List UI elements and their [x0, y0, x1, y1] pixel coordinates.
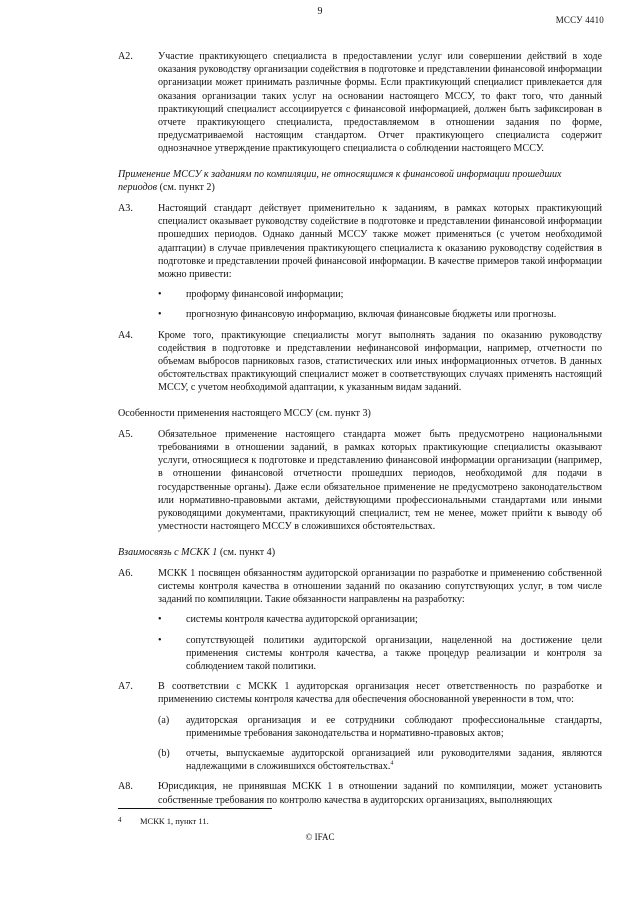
bullet-mark: • — [158, 289, 162, 301]
item-text: системы контроля качества аудиторской организации; — [186, 614, 418, 626]
footnote-divider — [118, 808, 272, 809]
paragraph — [118, 567, 602, 607]
section-heading — [118, 168, 602, 194]
section-heading-text: Особенности применения настоящего МССУ (см. пункт 3) — [118, 407, 371, 419]
paragraph — [118, 50, 602, 156]
footnote-number: 4 — [118, 816, 122, 824]
section-heading-italic: Применение МССУ к заданиям по компиляции, не относящимся к финансовой информации прошедших периодов — [118, 168, 562, 193]
paragraph-text: Участие практикующего специалиста в предоставлении услуг или совершении действий в ходе оказания руководству организации содействия в подготовке и представлении финансовой информации организации может принимать различные формы. Если практикующий специалист привлекается для оказания организации таких услуг на основании настоящего МССУ, то факт того, что данный практикующий специалист ассоциируется с финансовой информацией, должен быть зафиксирован в отчете практикующего специалиста, предоставляемом в отношении задания по форме, предусматриваемой настоящим стандартом. Отчет практикующего специалиста содержит однозначное утверждение практикующего специалиста о соблюдении настоящего МССУ. — [158, 51, 602, 155]
footnote-reference: 4 — [390, 760, 394, 767]
paragraph-text: Настоящий стандарт действует применительно к заданиям, в рамках которых практикующий специалист оказывает руководству содействие в подготовке и представлении финансовой информации прошедших периодов. Однако данный МССУ также может применяться (с учетом необходимой адаптации) в случае привлечения практикующего специалиста к оказанию руководству содействия в подготовке и представлении прочей финансовой информации. В качестве примеров такой информации можно привести: — [158, 203, 602, 281]
standard-code: МССУ 4410 — [555, 15, 604, 25]
item-text: прогнозную финансовую информацию, включая финансовые бюджеты или прогнозы. — [186, 309, 557, 321]
paragraph-number: A5. — [118, 428, 133, 440]
paragraph-number: A2. — [118, 51, 133, 62]
paragraph-number: A6. — [118, 567, 133, 579]
item-letter: (a) — [158, 714, 170, 726]
section-heading — [118, 546, 602, 559]
paragraph-text: В соответствии с МСКК 1 аудиторская организация несет ответственность по разработке и применению системы контроля качества для обеспечения обоснованной уверенности в том, что: — [158, 681, 602, 706]
paragraph-number: A4. — [118, 329, 133, 341]
paragraph-text: МСКК 1 посвящен обязанностям аудиторской организации по разработке и применению собственной системы контроля качества в отношении заданий по оказанию сопутствующих услуг, в том числе заданий по компиляции. Такие обязанности направлены на разработку: — [158, 567, 602, 606]
footnote — [118, 816, 209, 826]
bullet-item — [158, 613, 602, 626]
item-text: аудиторская организация и ее сотрудники соблюдают профессиональные стандарты, применимые требования законодательства и нормативно-правовых актов; — [186, 714, 602, 739]
footnote-text: МСКК 1, пункт 11. — [140, 816, 209, 826]
bullet-item — [158, 288, 602, 301]
paragraph-text: Юрисдикция, не принявшая МСКК 1 в отношении заданий по компиляции, может установить собственные требования по контролю качества в аудиторских организациях, выполняющих — [158, 781, 602, 806]
section-heading-italic: Взаимосвязь с МСКК 1 — [118, 546, 218, 558]
lettered-item — [158, 714, 602, 740]
lettered-item — [158, 747, 602, 773]
paragraph — [118, 680, 602, 706]
paragraph — [118, 780, 602, 806]
paragraph-text: Кроме того, практикующие специалисты могут выполнять задания по оказанию руководству содействия в подготовке и представлении нефинансовой информации, например, отчетности по объемам выбросов парниковых газов, статистических или иных информационных отчетов. В данных обстоятельствах практикующий специалист может в соответствующих случаях применять настоящий МССУ, с учетом необходимой адаптации, к указанным видам заданий. — [158, 329, 602, 394]
bullet-mark: • — [158, 634, 162, 646]
bullet-mark: • — [158, 309, 162, 321]
paragraph — [118, 329, 602, 395]
bullet-mark: • — [158, 614, 162, 626]
paragraph — [118, 428, 602, 534]
paragraph-number: A7. — [118, 681, 133, 693]
item-text: сопутствующей политики аудиторской организации, нацеленной на достижение цели применения системы контроля качества, а также процедур реализации и контроля за соблюдением такой политики. — [186, 634, 602, 672]
copyright: © IFAC — [305, 832, 335, 842]
section-heading-text: (см. пункт 4) — [217, 546, 276, 558]
bullet-item — [158, 634, 602, 674]
bullet-item — [158, 308, 602, 321]
item-text: проформу финансовой информации; — [186, 289, 344, 301]
paragraph — [118, 202, 602, 281]
item-letter: (b) — [158, 747, 170, 759]
section-heading-text: (см. пункт 2) — [157, 181, 215, 193]
item-text: отчеты, выпускаемые аудиторской организацией или руководителями задания, являются надлежащими в сложившихся обстоятельствах. — [186, 747, 602, 773]
section-heading — [118, 407, 602, 420]
page-number: 9 — [317, 6, 323, 17]
paragraph-number: A8. — [118, 781, 133, 793]
paragraph-text: Обязательное применение настоящего стандарта может быть предусмотрено национальными требованиями в отношении заданий, в рамках которых практикующие специалисты оказывают услуги, относящиеся к подготовке и представлению финансовой информации организации (например, в отношении финансовой отчетности прошедших периодов, необходимой для подачи в государственные органы). Даже если обязательное применение не предусмотрено законодательством или нормативно-правовыми актами, действующими профессиональными стандартами или иными руководящими документами, практикующий специалист, тем не менее, может прийти к выводу об уместности настоящего МССУ в сложившихся обстоятельствах. — [158, 428, 602, 533]
paragraph-number: A3. — [118, 203, 133, 215]
document-body — [118, 50, 602, 814]
